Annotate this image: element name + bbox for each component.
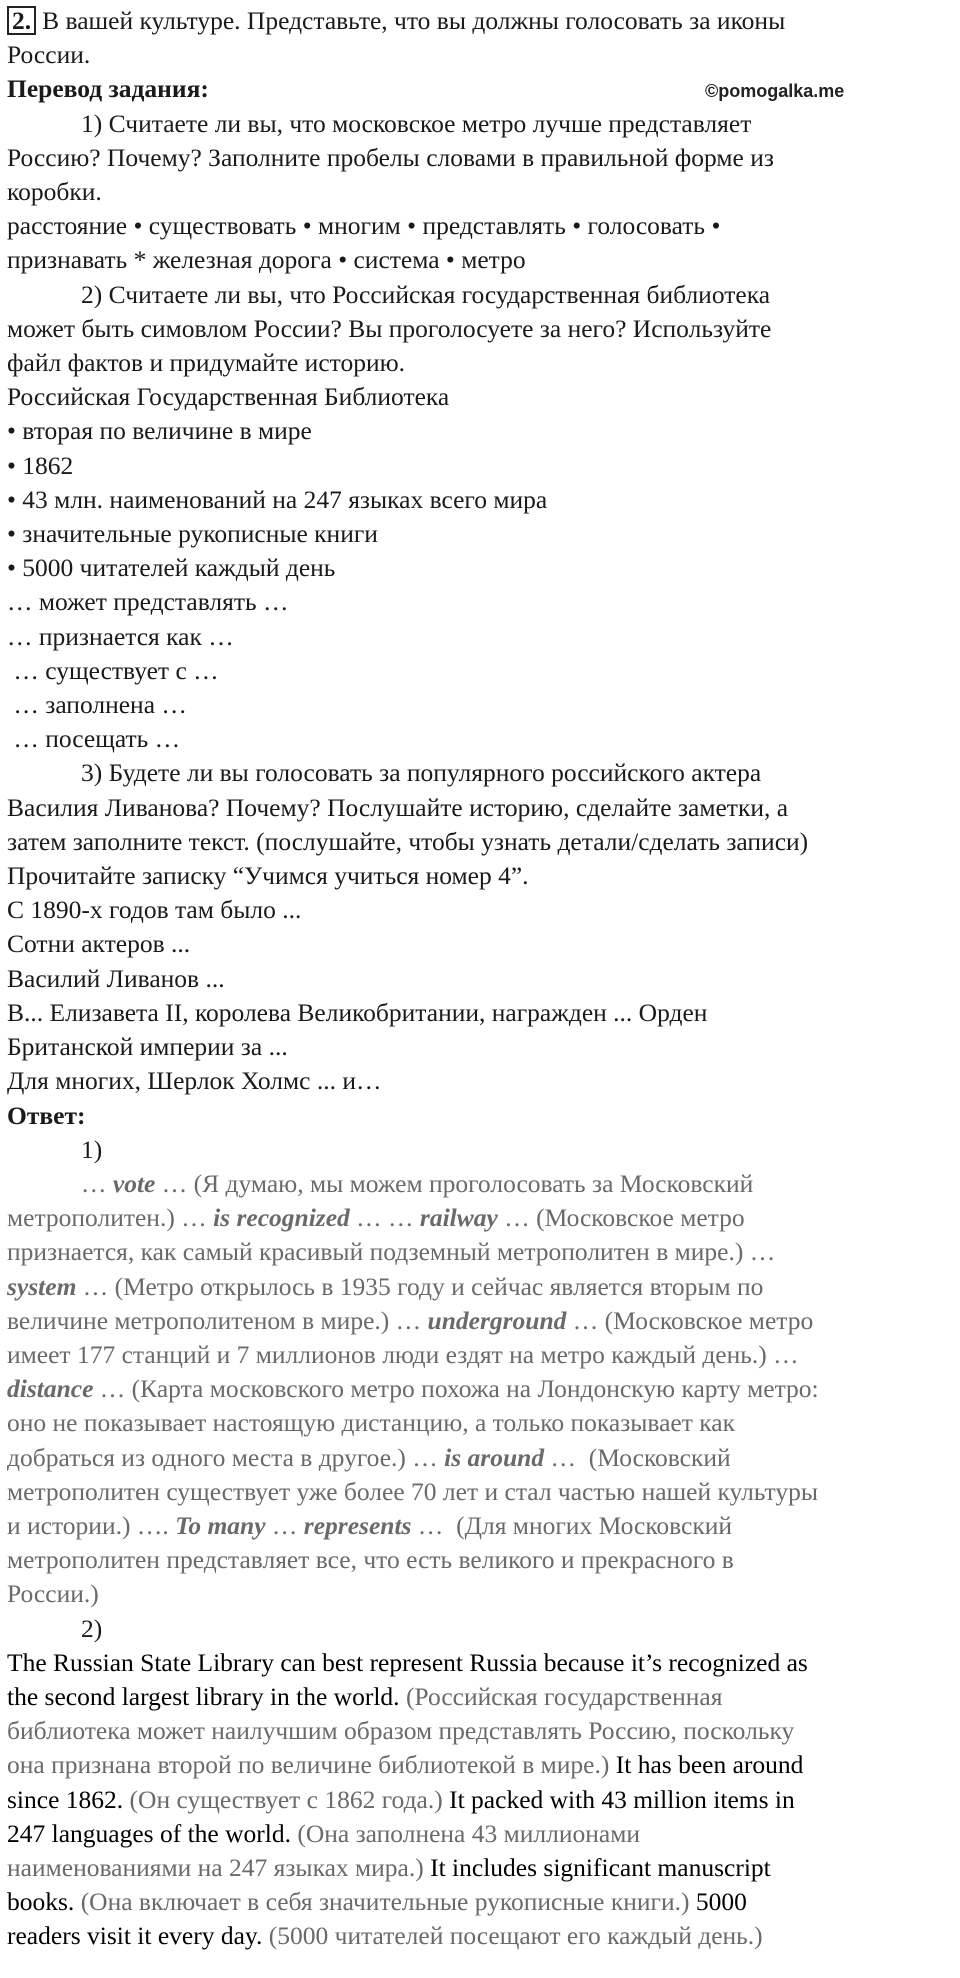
part1-word-box-1: расстояние • существовать • многим • представлять • голосовать • [7,211,721,241]
part2-line-1: 2) Считаете ли вы, что Российская государственная библиотека [81,279,771,309]
translation-heading: Перевод задания: [7,74,209,104]
watermark: ©pomogalka.me [705,81,845,102]
answer2-line-8: books. (Она включает в себя значительные рукописные книги.) 5000 [7,1887,747,1917]
part3-line-1: 3) Будете ли вы голосовать за популярного российского актера [81,758,762,788]
answer1-line-6: имеет 177 станций и 7 миллионов люди ездят на метро каждый день.) … [7,1339,799,1369]
part3-line-9: Британской империи за ... [7,1032,288,1062]
answer1-line-8: оно не показывает настоящую дистанцию, а только показывает как [7,1408,735,1438]
part2-line-2: может быть симовлом России? Вы проголосуете за него? Используйте [7,313,772,343]
keyword-around: is around [444,1442,545,1472]
answer1-line-4: system … (Метро открылось в 1935 году и сейчас является вторым по [7,1271,764,1301]
answer-heading: Ответ: [7,1100,86,1130]
part1-line-2: Россию? Почему? Заполните пробелы словами в правильной форме из [7,142,774,172]
keyword-underground: underground [427,1305,567,1335]
keyword-to-many: To many [175,1510,266,1540]
keyword-system: system [7,1271,77,1301]
task-intro-line-2: России. [7,40,91,70]
task-number-box: 2. [7,6,36,35]
part3-line-10: Для многих, Шерлок Холмс ... и… [7,1066,382,1096]
part3-line-7: Василий Ливанов ... [7,963,225,993]
answer1-line-3: признается, как самый красивый подземный метрополитен в мире.) … [7,1237,776,1267]
prompt-item: … существует с … [7,655,219,685]
answer1-line-11: и истории.) …. To many … represents … (Для многих Московский [7,1510,733,1540]
keyword-represents: represents [303,1510,412,1540]
task-intro-line-1: 2. В вашей культуре. Представьте, что вы должны голосовать за иконы [7,4,954,38]
answer2-line-5: since 1862. (Он существует с 1862 года.) It packed with 43 million items in [7,1784,795,1814]
prompt-item: … может представлять … [7,587,289,617]
fact-item: • значительные рукописные книги [7,519,378,549]
keyword-railway: railway [419,1203,498,1233]
part3-line-2: Василия Ливанова? Почему? Послушайте историю, сделайте заметки, а [7,792,789,822]
answer2-line-9: readers visit it every day. (5000 читателей посещают его каждый день.) [7,1921,763,1951]
answer2-line-6: 247 languages of the world. (Она заполнена 43 миллионами [7,1818,641,1848]
fact-item: • 5000 читателей каждый день [7,553,336,583]
fact-item: • вторая по величине в мире [7,416,312,446]
answer1-line-10: метрополитен существует уже более 70 лет и стал частью нашей культуры [7,1476,818,1506]
prompt-item: … посещать … [7,724,181,754]
part3-line-6: Сотни актеров ... [7,929,191,959]
part3-line-4: Прочитайте записку “Учимся учиться номер 4”. [7,861,529,891]
answer2-line-3: библиотека может наилучшим образом представлять Россию, поскольку [7,1716,795,1746]
keyword-distance: distance [7,1374,94,1404]
prompt-item: … заполнена … [7,690,187,720]
part1-line-1: 1) Считаете ли вы, что московское метро лучше представляет [81,108,752,138]
answer1-line-2: метрополитен.) … is recognized … … railway … (Московское метро [7,1203,745,1233]
answer1-line-5: величине метрополитеном в мире.) … underground … (Московское метро [7,1305,814,1335]
part1-line-3: коробки. [7,177,102,207]
part2-line-3: файл фактов и придумайте историю. [7,348,406,378]
answer2-line-1: The Russian State Library can best represent Russia because it’s recognized as [7,1647,808,1677]
part3-line-5: С 1890-х годов там было ... [7,895,302,925]
keyword-vote: vote [112,1168,156,1198]
keyword-recognized: is recognized [213,1203,350,1233]
fact-item: • 43 млн. наименований на 247 языках всего мира [7,484,548,514]
answer1-line-7: distance … (Карта московского метро похожа на Лондонскую карту метро: [7,1374,819,1404]
answer1-line-12: метрополитен представляет все, что есть великого и прекрасного в [7,1545,734,1575]
answer2-line-7: наименованиями на 247 языках мира.) It includes significant manuscript [7,1852,771,1882]
part3-line-8: В... Елизавета II, королева Великобритании, награжден ... Орден [7,997,708,1027]
fact-item: • 1862 [7,450,74,480]
prompt-item: … признается как … [7,621,234,651]
answer1-label: 1) [81,1134,103,1164]
part3-line-3: затем заполните текст. (послушайте, чтобы узнать детали/сделать записи) [7,826,809,856]
part2-library-title: Российская Государственная Библиотека [7,382,450,412]
answer2-line-4: она признана второй по величине библиотекой в мире.) It has been around [7,1750,804,1780]
answer1-line-13: России.) [7,1579,99,1609]
answer2-label: 2) [81,1613,103,1643]
answer1-line-9: добраться из одного места в другое.) … is around … (Московский [7,1442,731,1472]
part1-word-box-2: признавать * железная дорога • система • метро [7,245,526,275]
answer1-line-1: … vote … (Я думаю, мы можем проголосовать за Московский [81,1168,754,1198]
translation-heading-row [7,72,954,106]
answer2-line-2: the second largest library in the world. (Российская государственная [7,1681,723,1711]
